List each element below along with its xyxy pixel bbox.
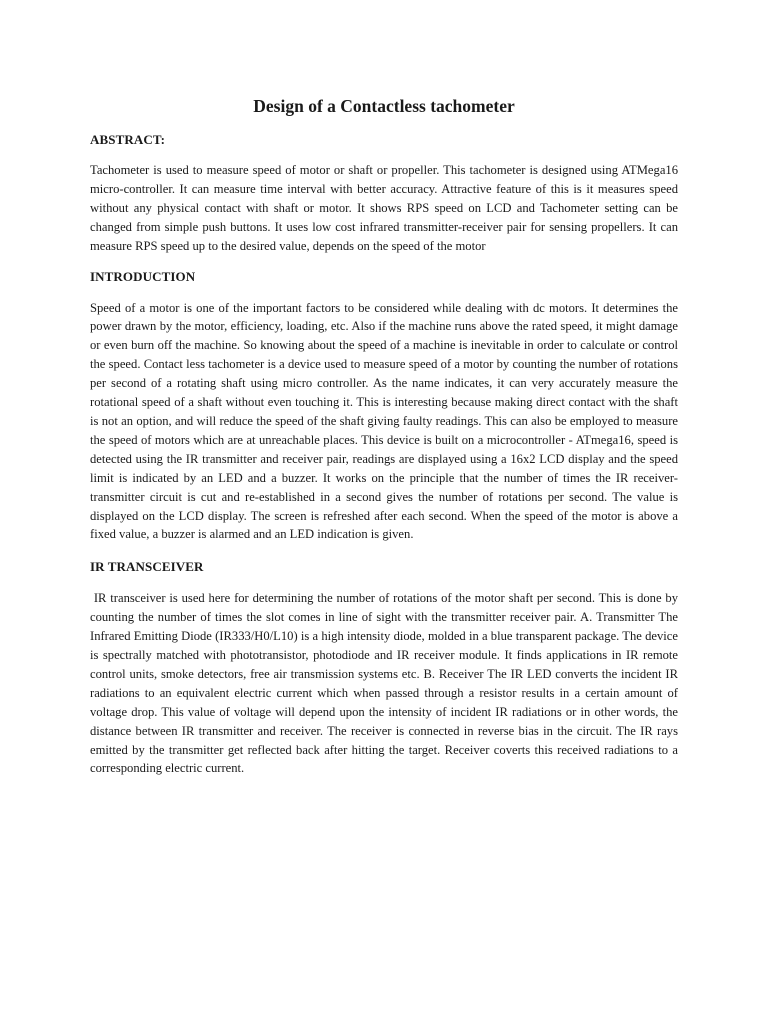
ir-transceiver-paragraph: IR transceiver is used here for determining the number of rotations of the motor shaft per second. This is done by counting the number of times the slot comes in line of sight with the transmitter receiver pair. A. Transmitter The Infrared Emitting Diode (IR333/H0/L10) is a high intensity diode, molded in a blue transparent package. The device is spectrally matched with phototransistor, photodiode and IR receiver module. It finds applications in IR remote control units, smoke detectors, free air transmission systems etc. B. Receiver The IR LED converts the incident IR radiations to an equivalent electric current which when passed through a resistor results in a certain amount of voltage drop. This value of voltage will depend upon the intensity of incident IR radiations or in other words, the distance between IR transmitter and receiver. The receiver is connected in reverse bias in the circuit. The IR rays emitted by the transmitter get reflected back after hitting the target. Receiver coverts this received radiations to a corresponding electric current. (90, 591, 678, 776)
document-title: Design of a Contactless tachometer (253, 96, 515, 116)
introduction-paragraph: Speed of a motor is one of the important factors to be considered while dealing with dc motors. It determines the power drawn by the motor, efficiency, loading, etc. Also if the machine runs above the rated speed, it might damage or even burn off the machine. So knowing about the speed of a machine is inevitable in order to calculate or control the speed. Contact less tachometer is a device used to measure speed of a motor by counting the number of rotations per second of a rotating shaft using micro controller. As the name indicates, it can very accurately measure the rotational speed of a shaft without even touching it. This is interesting because making direct contact with the shaft is not an option, and will reduce the speed of the shaft giving faulty readings. This can also be employed to measure the speed of motors which are at unreachable places. This device is built on a microcontroller - ATmega16, speed is detected using the IR transmitter and receiver pair, readings are displayed using a 16x2 LCD display and the speed limit is indicated by an LED and a buzzer. It works on the principle that the number of times the IR receiver-transmitter circuit is cut and re-established in a second gives the number of rotations per second. The value is displayed on the LCD display. The screen is refreshed after each second. When the speed of the motor is above a fixed value, a buzzer is alarmed and an LED indication is given. (90, 300, 678, 542)
abstract-heading: ABSTRACT: (90, 132, 166, 147)
document-page (90, 93, 678, 778)
ir-transceiver-heading: IR TRANSCEIVER (90, 559, 204, 575)
introduction-heading: INTRODUCTION (90, 268, 196, 284)
abstract-paragraph: Tachometer is used to measure speed of motor or shaft or propeller. This tachometer is designed using ATMega16 micro-controller. It can measure time interval with better accuracy. Attractive feature of this is it measures speed without any physical contact with shaft or motor. It shows RPS speed on LCD and Tachometer setting can be changed from simple push buttons. It uses low cost infrared transmitter-receiver pair for sensing propellers. It can measure RPS speed up to the desired value, depends on the speed of the motor (90, 163, 678, 253)
